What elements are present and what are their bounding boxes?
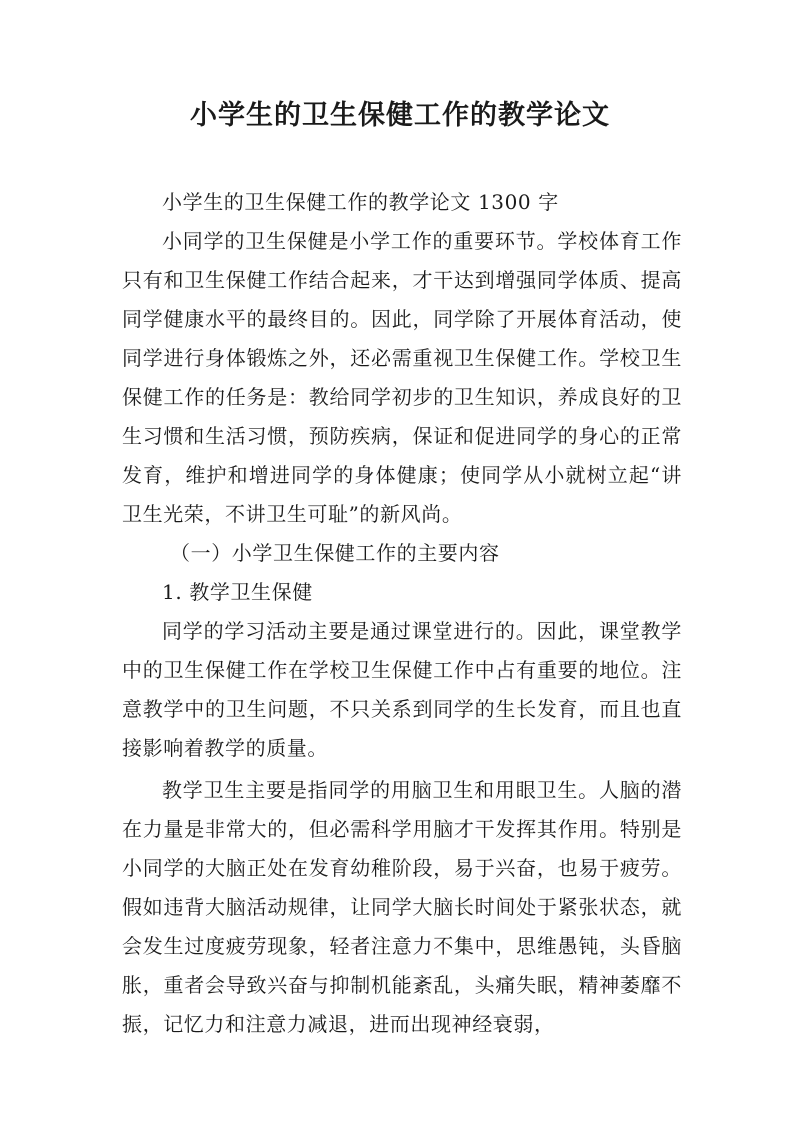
document-title: 小学生的卫生保健工作的教学论文	[190, 100, 610, 131]
paragraph-intro: 小同学的卫生保健是小学工作的重要环节。学校体育工作只有和卫生保健工作结合起来，才干达到增强同学体质、提高同学健康水平的最终目的。因此，同学除了开展体育活动，使同学进行身体锻炼之外，还必需重视卫生保健工作。学校卫生保健工作的任务是：教给同学初步的卫生知识，养成良好的卫生习惯和生活习惯，预防疾病，保证和促进同学的身心的正常发育，维护和增进同学的身体健康；使同学从小就树立起“讲卫生光荣，不讲卫生可耻”的新风尚。	[122, 229, 682, 526]
section-heading: （一）小学卫生保健工作的主要内容	[170, 541, 500, 565]
document-body	[122, 183, 682, 1044]
document-subtitle: 小学生的卫生保健工作的教学论文 1300 字	[162, 190, 559, 214]
subsection-heading: 1. 教学卫生保健	[162, 580, 313, 604]
paragraph-teaching-hygiene: 教学卫生主要是指同学的用脑卫生和用眼卫生。人脑的潜在力量是非常大的，但必需科学用脑才干发挥其作用。特别是小同学的大脑正处在发育幼稚阶段，易于兴奋，也易于疲劳。假如违背大脑活动规律，让同学大脑长时间处于紧张状态，就会发生过度疲劳现象，轻者注意力不集中，思维愚钝，头昏脑胀，重者会导致兴奋与抑制机能紊乱，头痛失眠，精神萎靡不振，记忆力和注意力减退，进而出现神经衰弱，	[122, 778, 682, 1036]
paragraph-classroom: 同学的学习活动主要是通过课堂进行的。因此，课堂教学中的卫生保健工作在学校卫生保健工作中占有重要的地位。注意教学中的卫生问题，不只关系到同学的生长发育，而且也直接影响着教学的质量。	[122, 619, 682, 760]
